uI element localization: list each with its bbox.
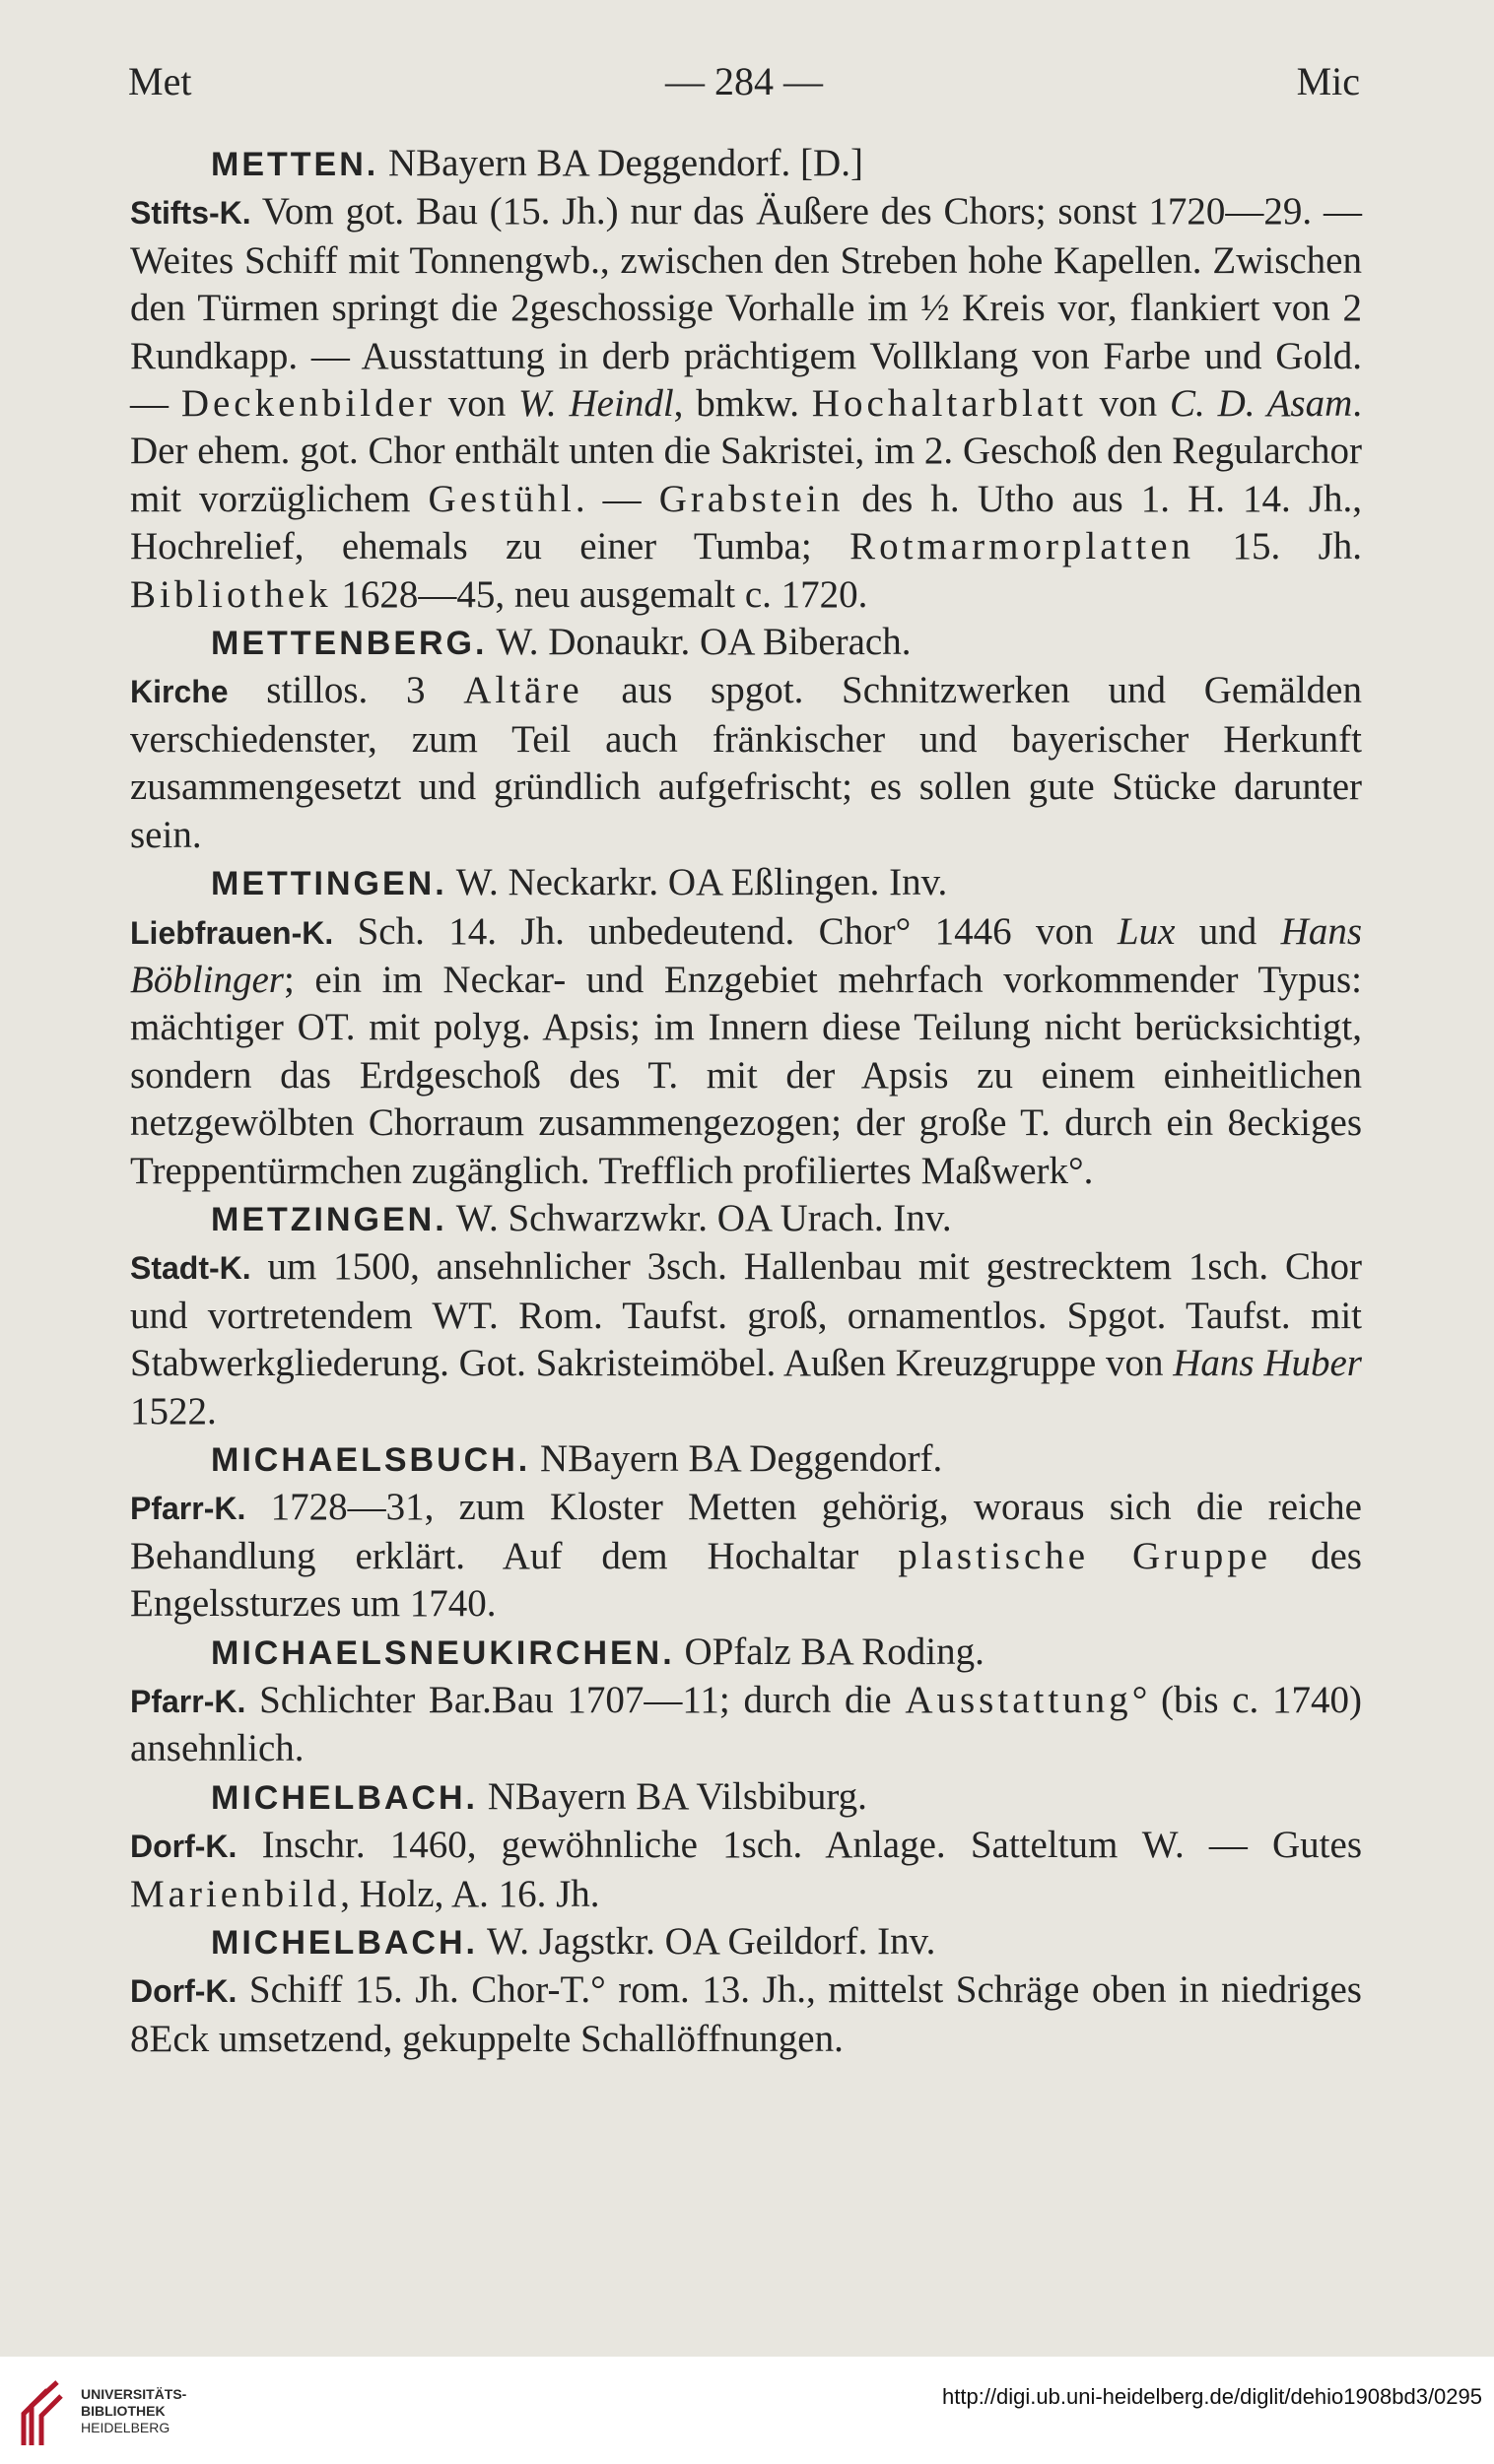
spaced-term: Grabstein xyxy=(658,477,845,520)
page-number: — 284 — xyxy=(665,59,823,103)
spaced-term: Rotmarmorplatten xyxy=(849,525,1195,568)
entry-text: und xyxy=(1175,909,1281,953)
header-right: Mic xyxy=(1296,59,1360,103)
entry-paragraph xyxy=(130,908,1362,1195)
entry-text: stillos. 3 xyxy=(228,669,464,712)
spaced-term: Ausstattung xyxy=(905,1679,1132,1721)
entry-headline xyxy=(130,140,1362,188)
entry-headline xyxy=(130,1435,1362,1484)
entry-text: aus spgot. Schnitzwerken und Gemälden verschiedenster, zum Teil auch fränkischer und bayerischer Herkunft zusammengesetzt und gründlich aufgefrischt; es sollen gute Stücke darunter sein. xyxy=(130,669,1362,856)
entry-label: Stadt-K. xyxy=(130,1250,251,1287)
entry-label: Liebfrauen-K. xyxy=(130,914,334,951)
entry-paragraph xyxy=(130,1243,1362,1435)
entry-heading: MICHAELSNEUKIRCHEN. xyxy=(211,1633,675,1672)
spaced-term: Altäre xyxy=(463,669,583,712)
entry-headline xyxy=(130,1773,1362,1822)
header-left: Met xyxy=(128,59,192,103)
entry-text: Schiff 15. Jh. Chor-T.° rom. 13. Jh., mittelst Schräge oben in niedriges 8Eck umsetzend, gekuppelte Schallöffnungen. xyxy=(130,1968,1362,2060)
entry-heading: METTENBERG. xyxy=(211,625,488,663)
spaced-term: plastische Gruppe xyxy=(898,1534,1272,1577)
entry-paragraph xyxy=(130,667,1362,859)
entry-text: W. Jagstkr. OA Geildorf. Inv. xyxy=(477,1920,936,1964)
entry-label: Dorf-K. xyxy=(130,1829,238,1865)
entry-text: ; ein im Neckar- und Enzgebiet mehrfach vorkommender Typus: mächtiger OT. mit polyg. Apsis; im Innern diese Teilung nicht berücksichtigt, sondern das Erdgeschoß des T. mit der Apsis zu einem einheitlichen netzgewölbten Chorraum zusammengezogen; der große T. durch ein 8eckiges Treppentürmchen zugänglich. Trefflich profiliertes Maßwerk°. xyxy=(130,958,1362,1192)
entry-label: Pfarr-K. xyxy=(130,1684,246,1719)
spaced-term: Hochaltarblatt xyxy=(811,382,1087,426)
entry-text: , bmkw. xyxy=(673,382,812,426)
library-name-line2: BIBLIOTHEK xyxy=(81,2403,166,2419)
spaced-term: Gestühl xyxy=(428,477,576,520)
spaced-term: Bibliothek xyxy=(130,572,332,616)
entry-text: OPfalz BA Roding. xyxy=(674,1630,985,1673)
entry-headline xyxy=(130,619,1362,667)
entry-text: W. Neckarkr. OA Eßlingen. Inv. xyxy=(446,861,948,904)
entry-text: 15. Jh. xyxy=(1194,525,1362,568)
entry-headline xyxy=(130,859,1362,907)
entry-paragraph xyxy=(130,1484,1362,1628)
entry-text: 1628—45, neu ausgemalt c. 1720. xyxy=(331,572,868,616)
italic-name: Hans Böblinger xyxy=(130,909,1362,1001)
entry-text: Sch. 14. Jh. unbedeutend. Chor° 1446 von xyxy=(333,909,1118,953)
italic-name: Lux xyxy=(1117,909,1176,953)
library-name-line1: UNIVERSITÄTS- xyxy=(81,2386,187,2402)
italic-name: C. D. Asam xyxy=(1170,382,1353,426)
entry-text: NBayern BA Vilsbiburg. xyxy=(477,1774,867,1818)
entry-label: Kirche xyxy=(130,674,229,710)
entry-text: . Der ehem. got. Chor enthält unten die Sakristei, im 2. Geschoß den Regularchor mit vorzüglichem xyxy=(130,382,1363,520)
entry-headline xyxy=(130,1918,1362,1966)
entry-text: von xyxy=(1086,382,1170,426)
entry-heading: METTEN. xyxy=(211,146,379,183)
footer-bar xyxy=(0,2357,1494,2464)
entry-text: NBayern BA Deggendorf. [D.] xyxy=(378,142,863,184)
entry-headline xyxy=(130,1195,1362,1243)
entry-text: 1522. xyxy=(130,1389,217,1432)
entry-text: NBayern BA Deggendorf. xyxy=(530,1436,943,1480)
spaced-term: Deckenbilder xyxy=(180,382,436,426)
entry-text: Inschr. 1460, gewöhnliche 1sch. Anlage. Satteltum W. — Gutes xyxy=(237,1824,1362,1867)
entry-heading: MICHAELSBUCH. xyxy=(211,1440,531,1479)
entry-heading: METTINGEN. xyxy=(211,865,447,903)
entry-paragraph xyxy=(130,1677,1362,1773)
entry-paragraph xyxy=(130,1822,1362,1918)
entry-heading: MICHELBACH. xyxy=(211,1924,478,1963)
page-body xyxy=(130,140,1362,2063)
entry-text: von xyxy=(435,382,519,426)
entry-headline xyxy=(130,1629,1362,1677)
entry-label: Stifts-K. xyxy=(130,195,251,232)
entry-text: ° (bis c. 1740) ansehnlich. xyxy=(130,1679,1362,1770)
entry-heading: METZINGEN. xyxy=(211,1200,447,1238)
entry-text: Vom got. Bau (15. Jh.) nur das Äußere des Chors; sonst 1720—29. — Weites Schiff mit Tonnengwb., zwischen den Streben hohe Kapellen. Zwischen den Türmen springt die 2geschossige Vorhalle im ½ Kreis vor, flankiert von 2 Rundkapp. — Ausstattung in derb prächtigem Vollklang von Farbe und Gold. — xyxy=(130,190,1362,426)
spaced-term: Marienbild xyxy=(130,1872,341,1915)
entry-paragraph xyxy=(130,1966,1362,2063)
university-logo-icon xyxy=(18,2376,65,2449)
entry-text: Schlichter Bar.Bau 1707—11; durch die xyxy=(245,1679,906,1721)
entry-text: des Engelssturzes um 1740. xyxy=(130,1534,1362,1626)
entry-text: W. Donaukr. OA Biberach. xyxy=(487,621,912,664)
entry-text: W. Schwarzwkr. OA Urach. Inv. xyxy=(446,1196,952,1239)
italic-name: W. Heindl xyxy=(518,382,674,426)
entry-label: Dorf-K. xyxy=(130,1973,238,2010)
entry-text: . — xyxy=(575,477,659,520)
library-name xyxy=(81,2386,186,2436)
source-url-link[interactable]: http://digi.ub.uni-heidelberg.de/diglit/dehio1908bd3/0295 xyxy=(942,2384,1482,2409)
entry-text: des h. Utho aus 1. H. 14. Jh., Hochrelief, ehemals zu einer Tumba; xyxy=(130,477,1362,568)
entry-text: um 1500, ansehnlicher 3sch. Hallenbau mit gestrecktem 1sch. Chor und vortretendem WT. Rom. Taufst. groß, ornamentlos. Spgot. Taufst. mit Stabwerkgliederung. Got. Sakristeimöbel. Außen Kreuzgruppe von xyxy=(130,1245,1362,1385)
entry-paragraph xyxy=(130,188,1362,619)
entry-text: , Holz, A. 16. Jh. xyxy=(340,1872,600,1915)
italic-name: Hans Huber xyxy=(1173,1342,1362,1385)
entry-text: 1728—31, zum Kloster Metten gehörig, woraus sich die reiche Behandlung erklärt. Auf dem Hochaltar xyxy=(130,1486,1362,1577)
entry-label: Pfarr-K. xyxy=(130,1491,246,1527)
library-name-line3: HEIDELBERG xyxy=(81,2420,170,2435)
entry-heading: MICHELBACH. xyxy=(211,1778,478,1817)
